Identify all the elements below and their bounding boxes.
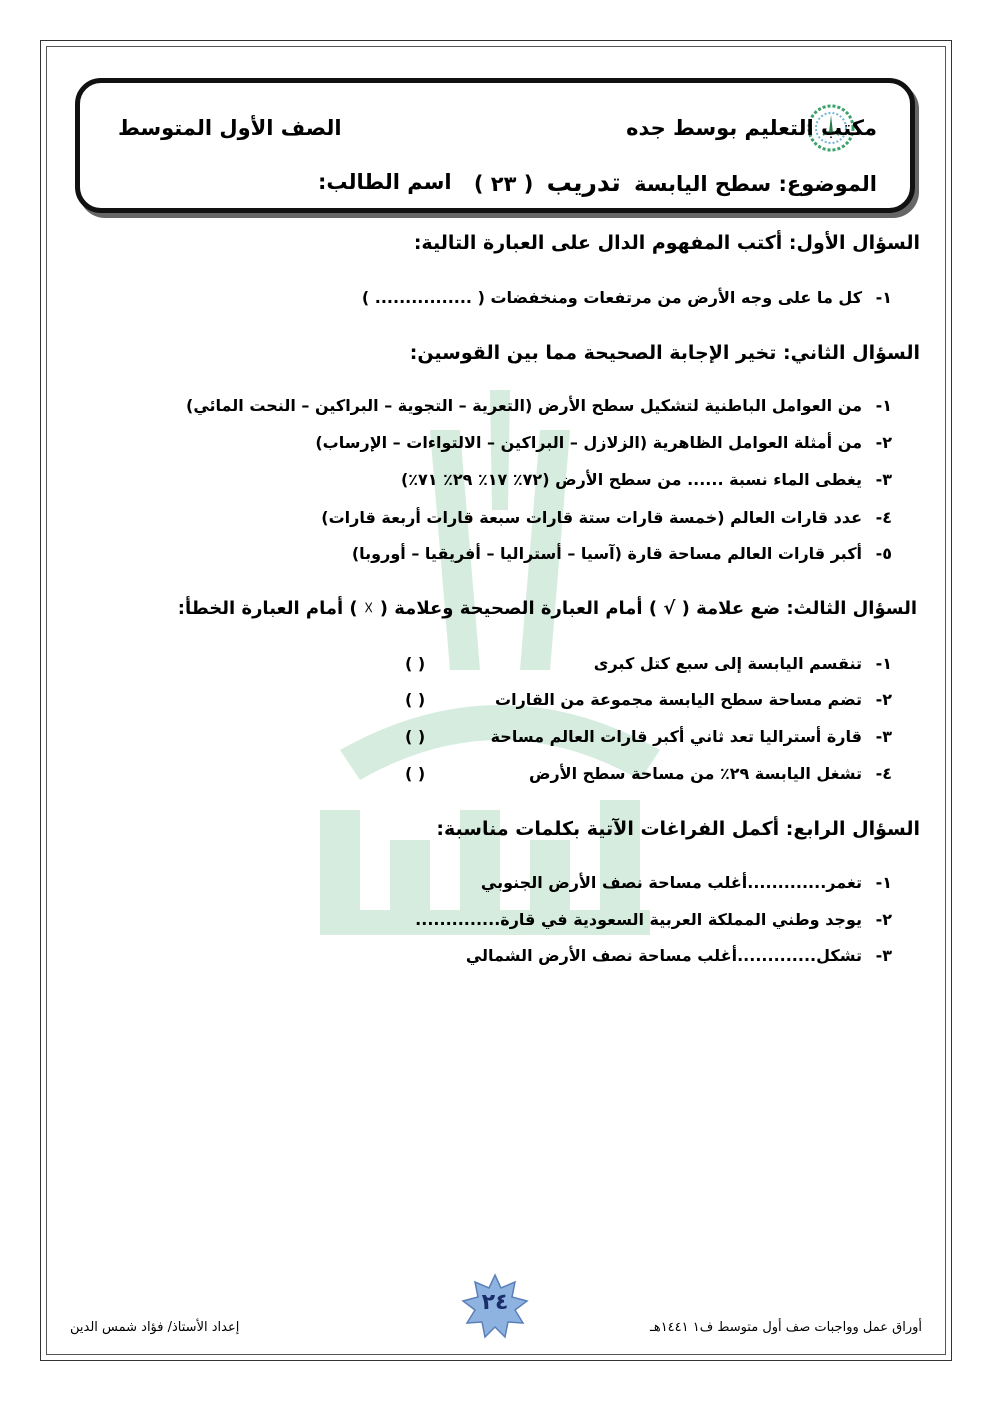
q3-item-2 (495, 690, 892, 709)
item-text: تضم مساحة سطح اليابسة مجموعة من القارات (495, 690, 862, 709)
training-number: ( ٢٣ ) (473, 172, 534, 196)
q2-item-1 (186, 396, 892, 415)
item-number: ١- (875, 873, 892, 892)
item-number: ١- (875, 654, 892, 673)
q3-item-1 (594, 654, 892, 673)
item-text: من العوامل الباطنية لتشكيل سطح الأرض (التعرية – التجوية – البراكين – النحت المائي) (186, 396, 862, 415)
footer-series: أوراق عمل وواجبات صف أول متوسط ف١ ١٤٤١هـ (650, 1320, 922, 1335)
watermark-logo-icon (280, 370, 720, 1000)
q1-title: السؤال الأول: أكتب المفهوم الدال على العبارة التالية: (413, 232, 920, 254)
item-text: كل ما على وجه الأرض من مرتفعات ومنخفضات ( ................ ) (361, 288, 862, 307)
q3-item-3 (491, 727, 892, 746)
item-number: ٤- (875, 764, 892, 783)
item-number: ٣- (875, 470, 892, 489)
q4-title: السؤال الرابع: أكمل الفراغات الآتية بكلمات مناسبة: (436, 818, 920, 840)
q2-item-2 (315, 433, 892, 452)
answer-blank-1[interactable]: ( ) (405, 654, 426, 673)
q4-item-3 (466, 946, 892, 965)
q2-item-4 (321, 508, 892, 527)
footer-author: إعداد الأستاذ/ فؤاد شمس الدين (70, 1320, 240, 1335)
item-number: ٤- (875, 508, 892, 527)
subject-label: الموضوع: سطح اليابسة (634, 172, 877, 196)
item-number: ٣- (875, 946, 892, 965)
item-text: تشكل.............أغلب مساحة نصف الأرض الشمالي (465, 946, 862, 965)
q3-item-4 (529, 764, 892, 783)
item-text: من أمثلة العوامل الظاهرية (الزلازل – البراكين – الالتواءات – الإرساب) (315, 433, 862, 452)
training-label: تدريب (546, 168, 621, 197)
q2-item-3 (401, 470, 892, 489)
item-text: تغمر.............أغلب مساحة نصف الأرض الجنوبي (480, 873, 862, 892)
answer-blank-2[interactable]: ( ) (405, 690, 426, 709)
item-text: تشغل اليابسة ٢٩٪ من مساحة سطح الأرض (528, 764, 862, 783)
item-text: يغطى الماء نسبة ...... من سطح الأرض (٧٢٪ ١٧٪ ٢٩٪ ٧١٪) (400, 470, 862, 489)
item-text: عدد قارات العالم (خمسة قارات ستة قارات سبعة قارات أربعة قارات) (321, 508, 862, 527)
item-number: ٥- (875, 544, 892, 563)
item-number: ٣- (875, 727, 892, 746)
item-text: يوجد وطني المملكة العربية السعودية في قارة.............. (415, 910, 862, 929)
item-number: ٢- (875, 690, 892, 709)
item-text: تنقسم اليابسة إلى سبع كتل كبرى (593, 654, 862, 673)
office-title: مكتب التعليم بوسط جده (626, 116, 877, 140)
item-number: ٢- (875, 433, 892, 452)
item-number: ١- (875, 396, 892, 415)
q3-title: السؤال الثالث: ضع علامة ( √ ) أمام العبارة الصحيحة وعلامة ( ☓ ) أمام العبارة الخطأ: (177, 598, 917, 619)
student-name-label: اسم الطالب: (318, 170, 452, 194)
q2-title: السؤال الثاني: تخير الإجابة الصحيحة مما بين القوسين: (409, 342, 920, 364)
q1-item-1 (362, 288, 892, 307)
q4-item-1 (481, 873, 892, 892)
subject-line (474, 168, 877, 197)
answer-blank-4[interactable]: ( ) (405, 764, 426, 783)
item-number: ١- (875, 288, 892, 307)
q2-item-5 (352, 544, 892, 563)
item-text: أكبر قارات العالم مساحة قارة (آسيا – أستراليا – أفريقيا – أوروبا) (351, 544, 862, 563)
grade-title: الصف الأول المتوسط (118, 116, 342, 140)
item-number: ٢- (875, 910, 892, 929)
answer-blank-3[interactable]: ( ) (405, 727, 426, 746)
page-number: ٢٤ (481, 1290, 509, 1315)
q4-item-2 (415, 910, 892, 929)
item-text: قارة أستراليا تعد ثاني أكبر قارات العالم مساحة (490, 727, 862, 746)
